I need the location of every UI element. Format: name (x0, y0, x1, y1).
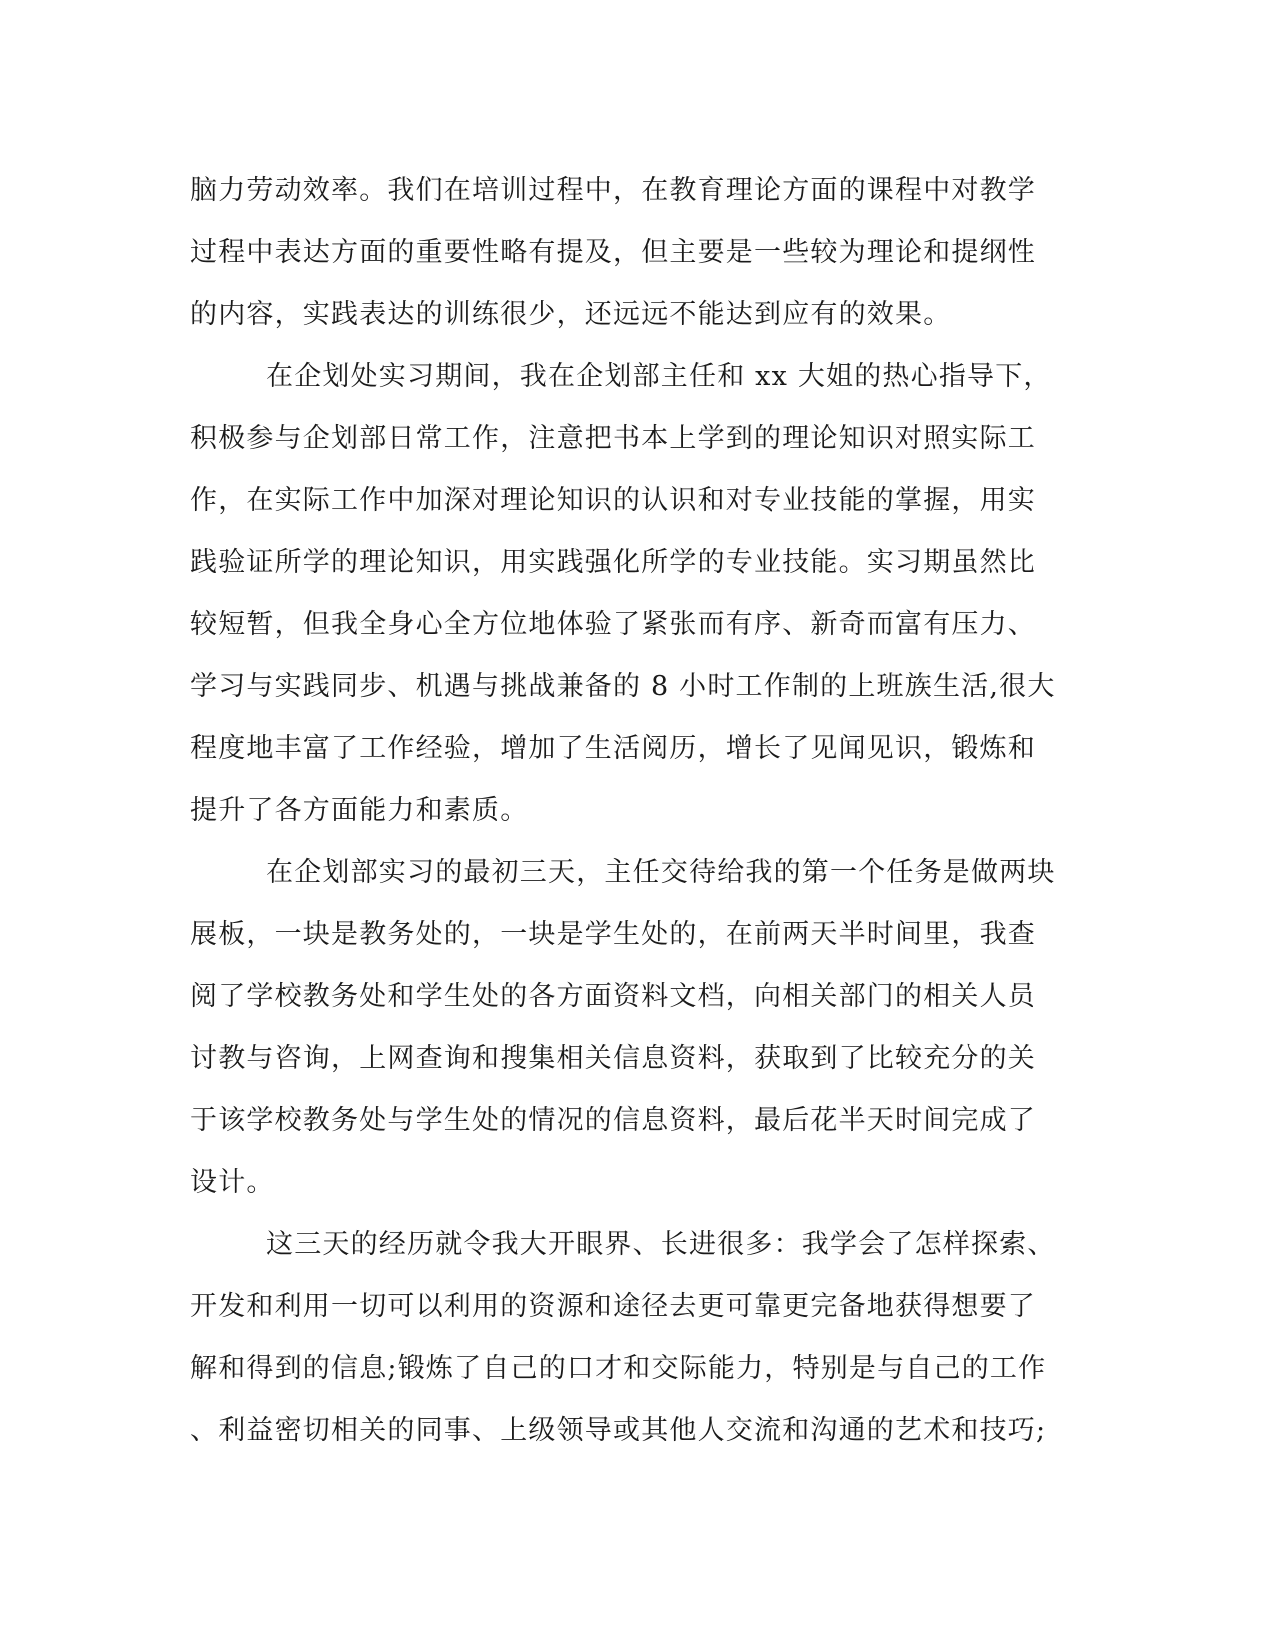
paragraph-line: 提升了各方面能力和素质。 (190, 795, 529, 826)
paragraph-line: 作，在实际工作中加深对理论知识的认识和对专业技能的掌握，用实 (190, 485, 1036, 516)
paragraph-line: 学习与实践同步、机遇与挑战兼备的 8 小时工作制的上班族生活,很大 (190, 671, 1056, 702)
paragraph-line: 讨教与咨询，上网查询和搜集相关信息资料，获取到了比较充分的关 (190, 1043, 1036, 1074)
paragraph-line: 在企划处实习期间，我在企划部主任和 xx 大姐的热心指导下， (266, 361, 1052, 392)
paragraph-line: 的内容，实践表达的训练很少，还远远不能达到应有的效果。 (190, 299, 952, 330)
paragraph-line: 践验证所学的理论知识，用实践强化所学的专业技能。实习期虽然比 (190, 547, 1036, 578)
paragraph-line: 展板，一块是教务处的，一块是学生处的，在前两天半时间里，我查 (190, 919, 1036, 950)
paragraph-line: 过程中表达方面的重要性略有提及，但主要是一些较为理论和提纲性 (190, 237, 1036, 268)
paragraph-line: 积极参与企划部日常工作，注意把书本上学到的理论知识对照实际工 (190, 423, 1036, 454)
paragraph-line: 于该学校教务处与学生处的情况的信息资料，最后花半天时间完成了 (190, 1105, 1036, 1136)
paragraph-line: 较短暂，但我全身心全方位地体验了紧张而有序、新奇而富有压力、 (190, 609, 1036, 640)
paragraph-line: 阅了学校教务处和学生处的各方面资料文档，向相关部门的相关人员 (190, 981, 1036, 1012)
body-text (190, 160, 1090, 1462)
paragraph-3 (190, 842, 1090, 1214)
paragraph-2 (190, 346, 1090, 842)
paragraph-line: 解和得到的信息;锻炼了自己的口才和交际能力，特别是与自己的工作 (190, 1353, 1047, 1384)
paragraph-line: 、利益密切相关的同事、上级领导或其他人交流和沟通的艺术和技巧; (190, 1415, 1047, 1446)
paragraph-4 (190, 1214, 1090, 1462)
paragraph-1 (190, 160, 1090, 346)
paragraph-line: 在企划部实习的最初三天，主任交待给我的第一个任务是做两块 (266, 857, 1056, 888)
paragraph-line: 这三天的经历就令我大开眼界、长进很多：我学会了怎样探索、 (266, 1229, 1056, 1260)
paragraph-line: 程度地丰富了工作经验，增加了生活阅历，增长了见闻见识，锻炼和 (190, 733, 1036, 764)
paragraph-line: 开发和利用一切可以利用的资源和途径去更可靠更完备地获得想要了 (190, 1291, 1036, 1322)
paragraph-line: 脑力劳动效率。我们在培训过程中，在教育理论方面的课程中对教学 (190, 175, 1036, 206)
paragraph-line: 设计。 (190, 1167, 275, 1198)
